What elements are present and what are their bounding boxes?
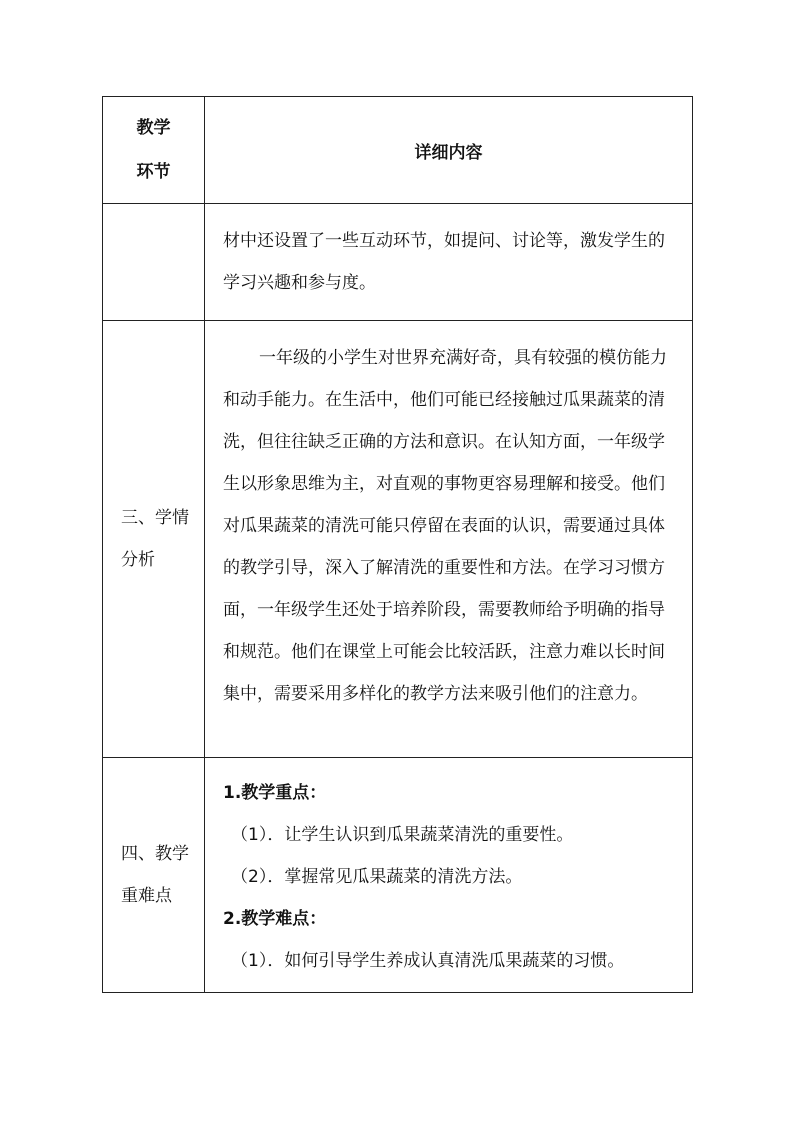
difficult-point-item: （1）．如何引导学生养成认真清洗瓜果蔬菜的习惯。 [231,951,625,971]
key-point-item: （2）．掌握常见瓜果蔬菜的清洗方法。 [231,867,523,887]
row-label [103,758,205,993]
row-label-line2: 重难点 [121,886,172,906]
difficult-points-title: 2.教学难点： [223,909,327,929]
row-content: 材中还设置了一些互动环节，如提问、讨论等，激发学生的学习兴趣和参与度。 [205,204,693,321]
row-content: 一年级的小学生对世界充满好奇，具有较强的模仿能力和动手能力。在生活中，他们可能已经接触过瓜果蔬菜的清洗，但往往缺乏正确的方法和意识。在认知方面，一年级学生以形象思维为主，对直观的事物更容易理解和接受。他们对瓜果蔬菜的清洗可能只停留在表面的认识，需要通过具体的教学引导，深入了解清洗的重要性和方法。在学习习惯方面，一年级学生还处于培养阶段，需要教师给予明确的指导和规范。他们在课堂上可能会比较活跃，注意力难以长时间集中，需要采用多样化的教学方法来吸引他们的注意力。 [205,321,693,758]
row-content [205,758,693,993]
stage-header-line2: 环节 [136,162,171,182]
table-row [103,758,693,993]
row-label-line1: 三、学情 [121,508,189,528]
table-row [103,321,693,758]
row-label [103,204,205,321]
row-label-line2: 分析 [121,550,155,570]
table-header-row [103,97,693,204]
row-label [103,321,205,758]
key-points-title: 1.教学重点： [223,783,327,803]
stage-header [103,97,205,204]
key-point-item: （1）．让学生认识到瓜果蔬菜清洗的重要性。 [231,825,574,845]
lesson-plan-table [102,96,693,993]
content-header: 详细内容 [205,97,693,204]
row-label-line1: 四、教学 [121,844,189,864]
table-row [103,204,693,321]
stage-header-line1: 教学 [136,118,171,138]
